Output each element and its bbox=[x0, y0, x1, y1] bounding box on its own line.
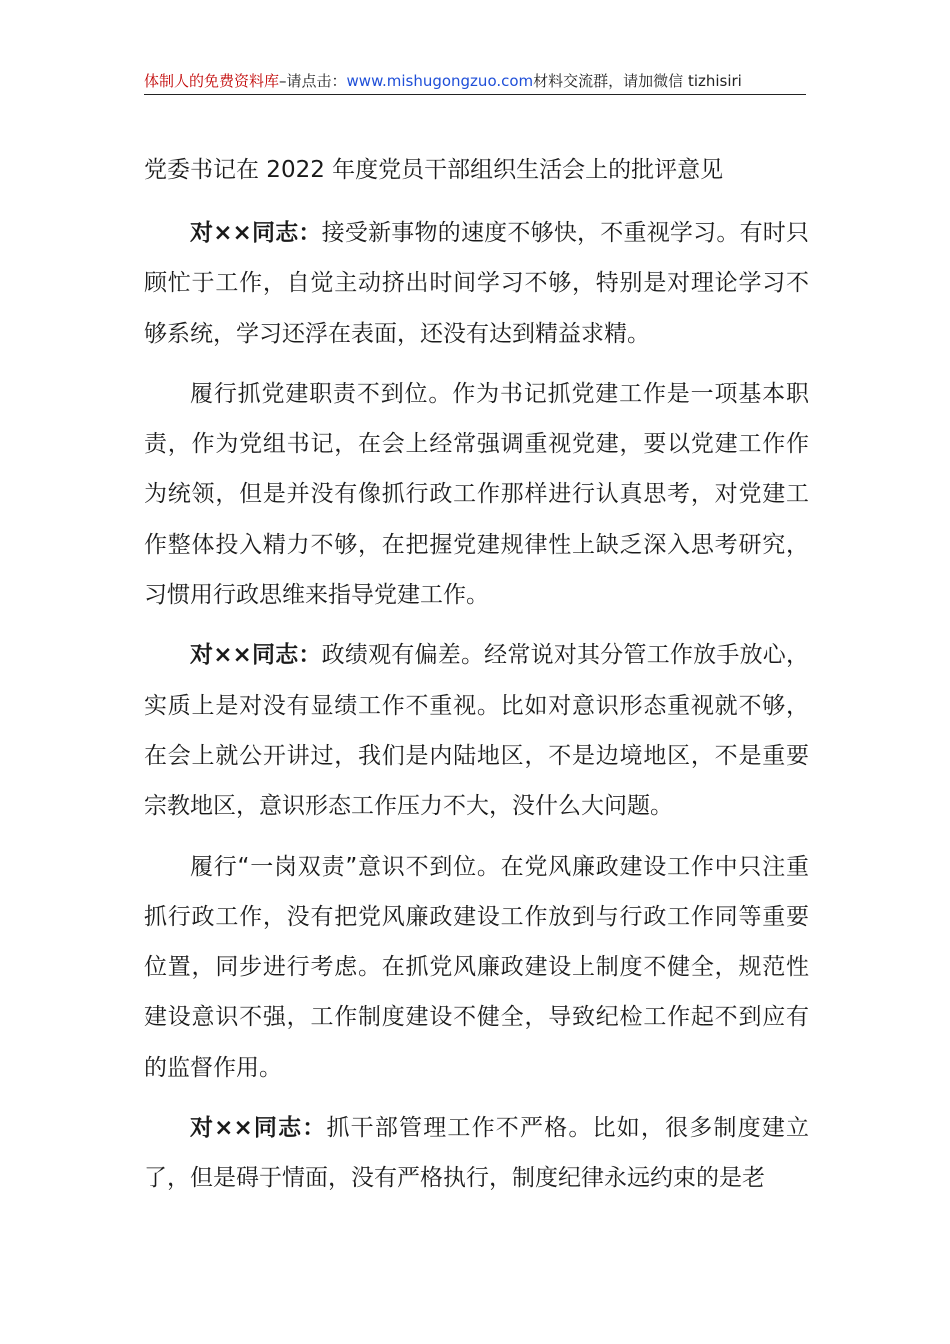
page-header bbox=[144, 70, 806, 95]
paragraph bbox=[144, 842, 809, 1093]
paragraph-text: 抓干部管理工作不严格。比如，很多制度建立了，但是碍于情面，没有严格执行，制度纪律永远约束的是老 bbox=[144, 1115, 810, 1192]
paragraph-lead: 对××同志： bbox=[190, 1115, 327, 1142]
paragraph-text: 政绩观有偏差。经常说对其分管工作放手放心，实质上是对没有显绩工作不重视。比如对意识形态重视就不够，在会上就公开讲过，我们是内陆地区，不是边境地区，不是重要宗教地区，意识形态工作压力不大，没什么大问题。 bbox=[144, 642, 810, 820]
paragraph-text: 履行“一岗双责”意识不到位。在党风廉政建设工作中只注重抓行政工作，没有把党风廉政建设工作放到与行政工作同等重要位置，同步进行考虑。在抓党风廉政建设上制度不健全，规范性建设意识不强，工作制度建设不健全，导致纪检工作起不到应有的监督作用。 bbox=[144, 853, 809, 1081]
paragraph bbox=[144, 208, 809, 359]
header-brand: 体制人的免费资料库 bbox=[144, 72, 280, 90]
paragraph-text: 接受新事物的速度不够快，不重视学习。有时只顾忙于工作，自觉主动挤出时间学习不够，特别是对理论学习不够系统，学习还浮在表面，还没有达到精益求精。 bbox=[144, 220, 810, 347]
header-url-link[interactable]: www.mishugongzuo.com bbox=[346, 72, 534, 90]
paragraph bbox=[144, 630, 809, 831]
paragraph bbox=[144, 1103, 809, 1204]
paragraph-lead: 对××同志： bbox=[190, 220, 322, 246]
paragraph bbox=[144, 369, 809, 620]
document-body bbox=[144, 208, 809, 1214]
document-title: 党委书记在 2022 年度党员干部组织生活会上的批评意见 bbox=[144, 157, 724, 183]
paragraph-lead: 对××同志： bbox=[190, 642, 322, 669]
header-separator: –请点击： bbox=[279, 72, 347, 90]
header-tail: 材料交流群，请加微信 tizhisiri bbox=[533, 72, 742, 90]
paragraph-text: 履行抓党建职责不到位。作为书记抓党建工作是一项基本职责，作为党组书记，在会上经常强调重视党建，要以党建工作作为统领，但是并没有像抓行政工作那样进行认真思考，对党建工作整体投入精力不够，在把握党建规律性上缺乏深入思考研究，习惯用行政思维来指导党建工作。 bbox=[144, 380, 809, 609]
